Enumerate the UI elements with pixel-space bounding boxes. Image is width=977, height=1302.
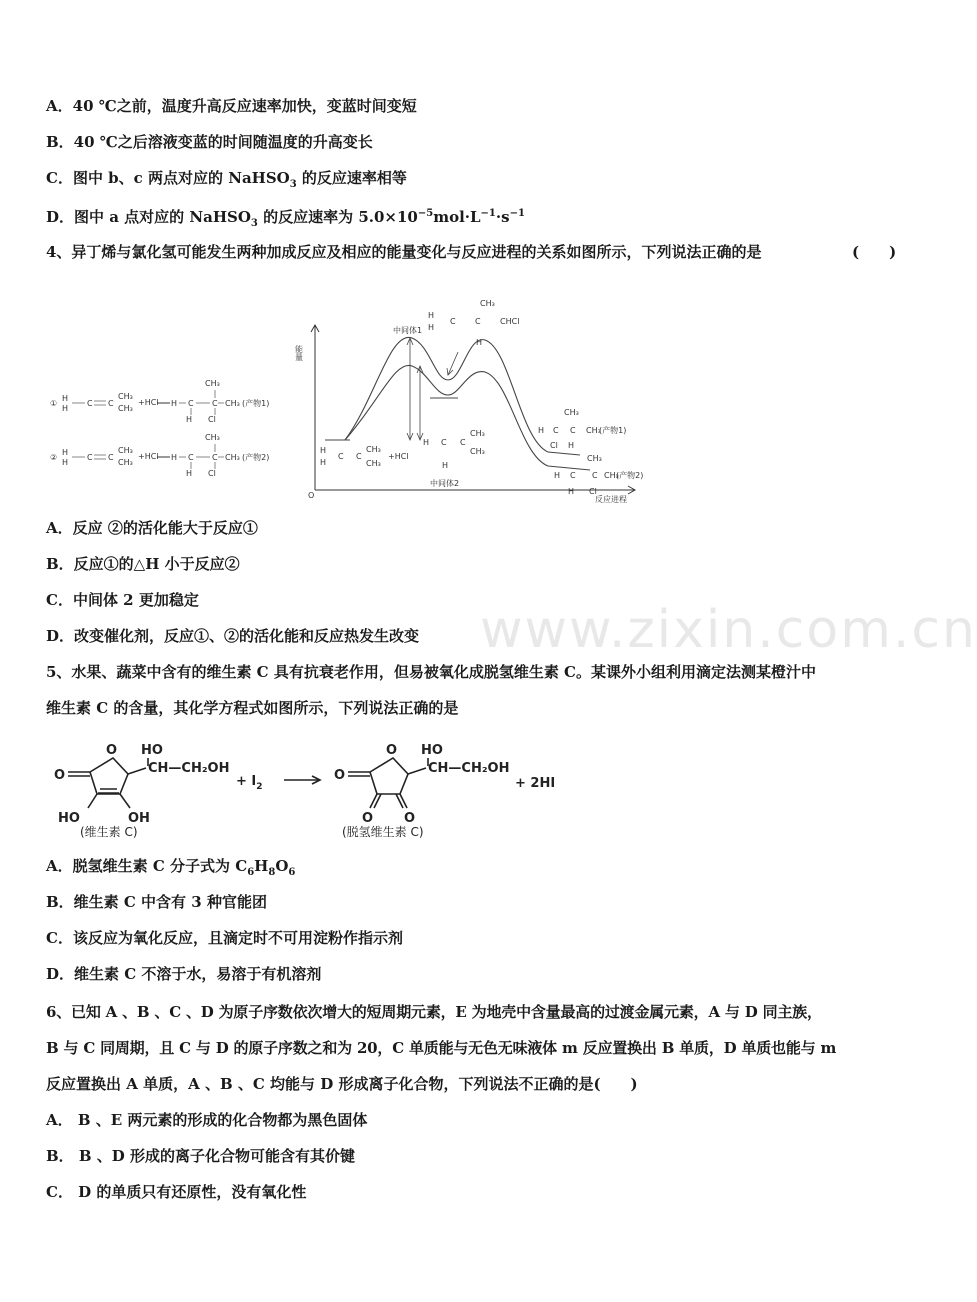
- q4-stem: 4、异丁烯与氯化氢可能发生两种加成反应及相应的能量变化与反应进程的关系如图所示，下列说法正确的是: [46, 243, 762, 261]
- svg-text:+HCl: +HCl: [388, 452, 409, 461]
- svg-text:CH₃: CH₃: [604, 471, 619, 480]
- svg-text:CH₃: CH₃: [480, 299, 495, 308]
- svg-text:+HCl: +HCl: [138, 452, 159, 461]
- q3-option-a: A．40 ℃之前，温度升高反应速率加快，变蓝时间变短: [46, 97, 417, 115]
- q4-option-c: C．中间体 2 更加稳定: [46, 591, 199, 609]
- svg-text:C: C: [87, 453, 93, 462]
- q5-option-c: C．该反应为氧化反应，且滴定时不可用淀粉作指示剂: [46, 929, 403, 947]
- q4-answer-paren: ( ): [852, 243, 897, 261]
- q4-energy-diagram: [290, 290, 650, 510]
- svg-text:+HCl: +HCl: [138, 398, 159, 407]
- dehydro-vitamin-c-label: (脱氢维生素 C): [342, 825, 424, 839]
- intermediate-2-label: 中间体2: [430, 479, 460, 488]
- svg-text:O: O: [386, 743, 398, 758]
- svg-text:Cl: Cl: [208, 469, 216, 478]
- svg-text:CH₃: CH₃: [470, 429, 485, 438]
- svg-text:CH₃: CH₃: [205, 433, 220, 442]
- svg-text:H: H: [171, 399, 178, 408]
- svg-text:C: C: [475, 317, 481, 326]
- intermediate-1-label: 中间体1: [393, 326, 423, 335]
- svg-text:H: H: [538, 426, 545, 435]
- svg-text:CH₃: CH₃: [586, 426, 601, 435]
- eq1-label: ①: [50, 399, 58, 408]
- svg-text:HO: HO: [58, 811, 80, 826]
- q6-stem-line1: 6、已知 A 、B 、C 、D 为原子序数依次增大的短周期元素，E 为地壳中含量最高的过渡金属元素，A 与 D 同主族，: [46, 1003, 822, 1021]
- q3-option-c: C．图中 b、c 两点对应的 NaHSO$_3$ 的反应速率相等: [46, 169, 407, 190]
- svg-text:C: C: [108, 399, 114, 408]
- svg-text:Cl: Cl: [589, 487, 597, 496]
- q3-option-d: D．图中 a 点对应的 NaHSO$_3$ 的反应速率为 $5.0\times 10^{-5}mol\cdot L^{-1}\cdot s^{-1}$: [46, 208, 525, 229]
- svg-text:H: H: [442, 461, 449, 470]
- svg-text:HO: HO: [141, 743, 163, 758]
- svg-text:HO: HO: [421, 743, 443, 758]
- svg-text:CH₃: CH₃: [470, 447, 485, 456]
- svg-text:H: H: [568, 487, 575, 496]
- svg-text:O: O: [106, 743, 118, 758]
- svg-text:C: C: [553, 426, 559, 435]
- svg-text:CH₃: CH₃: [225, 399, 240, 408]
- svg-text:H: H: [554, 471, 561, 480]
- svg-text:CH₃: CH₃: [587, 454, 602, 463]
- svg-text:C: C: [441, 438, 447, 447]
- svg-text:Cl: Cl: [208, 415, 216, 424]
- svg-text:O: O: [334, 768, 346, 783]
- q4-reaction-equations: [50, 370, 290, 490]
- svg-text:CH₃: CH₃: [225, 453, 240, 462]
- svg-text:CHCl: CHCl: [500, 317, 520, 326]
- svg-text:(产物1): (产物1): [599, 426, 627, 435]
- svg-text:(产物1): (产物1): [242, 399, 270, 408]
- q4-option-b: B．反应①的△H 小于反应②: [46, 555, 240, 573]
- q4-option-d: D．改变催化剂，反应①、②的活化能和反应热发生改变: [46, 627, 420, 645]
- svg-text:CH—CH₂OH: CH—CH₂OH: [428, 761, 510, 776]
- svg-text:CH₃: CH₃: [118, 404, 133, 413]
- q4-option-a: A．反应 ②的活化能大于反应①: [46, 519, 258, 537]
- svg-text:H: H: [186, 415, 193, 424]
- q5-option-d: D．维生素 C 不溶于水，易溶于有机溶剂: [46, 965, 322, 983]
- y-axis-label: 能量: [294, 345, 304, 361]
- svg-text:C: C: [212, 453, 218, 462]
- curve-reaction-2: [325, 365, 590, 470]
- svg-text:(产物2): (产物2): [242, 453, 270, 462]
- svg-text:CH₃: CH₃: [564, 408, 579, 417]
- svg-text:H: H: [62, 394, 69, 403]
- origin-label: O: [308, 491, 315, 500]
- svg-text:C: C: [87, 399, 93, 408]
- svg-text:C: C: [570, 471, 576, 480]
- svg-text:H: H: [423, 438, 430, 447]
- q6-option-c: C． D 的单质只有还原性，没有氧化性: [46, 1183, 307, 1201]
- svg-text:O: O: [362, 811, 374, 826]
- svg-text:CH—CH₂OH: CH—CH₂OH: [148, 761, 230, 776]
- curve-reaction-1: [325, 337, 580, 455]
- q6-stem-line3: 反应置换出 A 单质，A 、B 、C 均能与 D 形成离子化合物，下列说法不正确的是( ): [46, 1075, 638, 1093]
- svg-text:H: H: [476, 338, 483, 347]
- svg-text:H: H: [62, 448, 69, 457]
- svg-text:C: C: [450, 317, 456, 326]
- q6-stem-line2: B 与 C 同周期，且 C 与 D 的原子序数之和为 20，C 单质能与无色无味液体 m 反应置换出 B 单质，D 单质也能与 m: [46, 1039, 837, 1057]
- svg-text:C: C: [570, 426, 576, 435]
- svg-text:C: C: [460, 438, 466, 447]
- svg-text:CH₃: CH₃: [366, 445, 381, 454]
- dhvc-ring: [370, 758, 408, 794]
- svg-text:O: O: [54, 768, 66, 783]
- svg-text:Cl: Cl: [550, 441, 558, 450]
- svg-text:C: C: [592, 471, 598, 480]
- plus-i2: + $I_2$: [236, 774, 263, 792]
- watermark: www.zixin.com.cn: [480, 600, 977, 660]
- q5-option-a: A．脱氢维生素 C 分子式为 $C_6H_8O_6$: [46, 857, 296, 878]
- svg-text:H: H: [568, 441, 575, 450]
- svg-text:C: C: [188, 453, 194, 462]
- svg-text:H: H: [428, 323, 435, 332]
- q3-option-b: B．40 ℃之后溶液变蓝的时间随温度的升高变长: [46, 133, 373, 151]
- q5-chemical-equation: [50, 730, 580, 842]
- svg-text:CH₃: CH₃: [118, 446, 133, 455]
- q5-option-b: B．维生素 C 中含有 3 种官能团: [46, 893, 267, 911]
- svg-text:(产物2): (产物2): [616, 471, 644, 480]
- svg-text:C: C: [108, 453, 114, 462]
- svg-text:H: H: [62, 458, 69, 467]
- svg-text:H: H: [320, 446, 327, 455]
- svg-text:C: C: [212, 399, 218, 408]
- svg-text:CH₃: CH₃: [118, 458, 133, 467]
- svg-text:H: H: [171, 453, 178, 462]
- svg-text:H: H: [428, 311, 435, 320]
- svg-text:CH₃: CH₃: [205, 379, 220, 388]
- q6-option-a: A． B 、E 两元素的形成的化合物都为黑色固体: [46, 1111, 368, 1129]
- svg-text:C: C: [356, 452, 362, 461]
- svg-text:C: C: [188, 399, 194, 408]
- x-axis-label: 反应进程: [595, 495, 627, 504]
- vitamin-c-label: (维生素 C): [80, 825, 138, 839]
- svg-text:H: H: [186, 469, 193, 478]
- svg-text:C: C: [338, 452, 344, 461]
- svg-text:O: O: [404, 811, 416, 826]
- q5-stem-line1: 5、水果、蔬菜中含有的维生素 C 具有抗衰老作用，但易被氧化成脱氢维生素 C。某课外小组利用滴定法测某橙汁中: [46, 663, 816, 681]
- svg-text:CH₃: CH₃: [118, 392, 133, 401]
- q6-option-b: B． B 、D 形成的离子化合物可能含有其价键: [46, 1147, 356, 1165]
- eq2-label: ②: [50, 453, 58, 462]
- svg-text:H: H: [62, 404, 69, 413]
- svg-text:OH: OH: [128, 811, 150, 826]
- plus-2hi: + 2HI: [515, 776, 556, 791]
- svg-text:CH₃: CH₃: [366, 459, 381, 468]
- q5-stem-line2: 维生素 C 的含量，其化学方程式如图所示，下列说法正确的是: [46, 699, 459, 717]
- svg-text:H: H: [320, 458, 327, 467]
